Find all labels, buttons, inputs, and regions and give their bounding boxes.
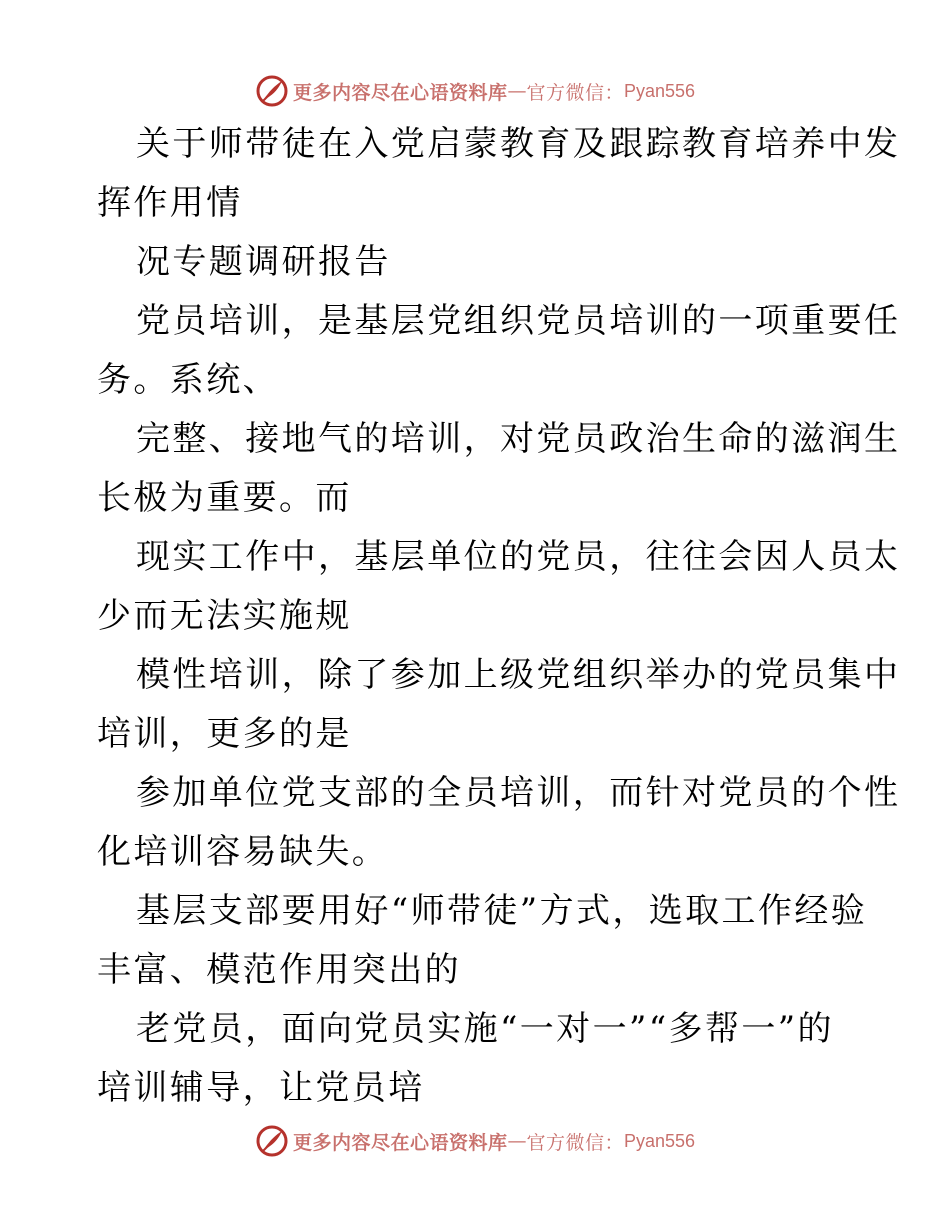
document-body — [97, 115, 901, 1118]
banner-official-label: 官方微信： — [526, 81, 624, 104]
text-line: 长极为重要。而 — [97, 478, 352, 518]
banner-official-label: 官方微信： — [526, 1131, 624, 1154]
header-banner — [0, 71, 950, 111]
footer-banner — [0, 1121, 950, 1161]
text-line: 模性培训，除了参加上级党组织举办的党员集中 — [136, 655, 901, 695]
text-line: 老党员，面向党员实施“一对一”“多帮一”的 — [136, 1009, 834, 1049]
text-line: 培训辅导，让党员培 — [97, 1068, 425, 1108]
banner-main-text: 更多内容尽在心语资料库 — [292, 81, 508, 104]
text-line: 基层支部要用好“师带徒”方式，选取工作经验 — [136, 891, 868, 931]
banner-main-text: 更多内容尽在心语资料库 — [292, 1131, 508, 1154]
text-line: 培训，更多的是 — [97, 714, 352, 754]
banner-wechat-id: Pyan556 — [623, 1130, 696, 1151]
text-line: 况专题调研报告 — [136, 242, 391, 282]
text-line: 现实工作中，基层单位的党员，往往会因人员太 — [136, 537, 901, 577]
text-line: 化培训容易缺失。 — [97, 832, 389, 872]
text-line: 参加单位党支部的全员培训，而针对党员的个性 — [136, 773, 901, 813]
banner-dash: — — [507, 80, 527, 102]
banner-wechat-id: Pyan556 — [623, 80, 696, 101]
text-line: 完整、接地气的培训，对党员政治生命的滋润生 — [136, 419, 901, 459]
quill-logo-icon — [255, 74, 289, 108]
text-line: 务。系统、 — [97, 360, 279, 400]
quill-logo-icon — [255, 1124, 289, 1158]
text-line: 少而无法实施规 — [97, 596, 352, 636]
text-line: 党员培训，是基层党组织党员培训的一项重要任 — [136, 301, 901, 341]
text-line: 关于师带徒在入党启蒙教育及跟踪教育培养中发 — [136, 124, 901, 164]
banner-dash: — — [507, 1130, 527, 1152]
text-line: 丰富、模范作用突出的 — [97, 950, 461, 990]
text-line: 挥作用情 — [97, 183, 243, 223]
